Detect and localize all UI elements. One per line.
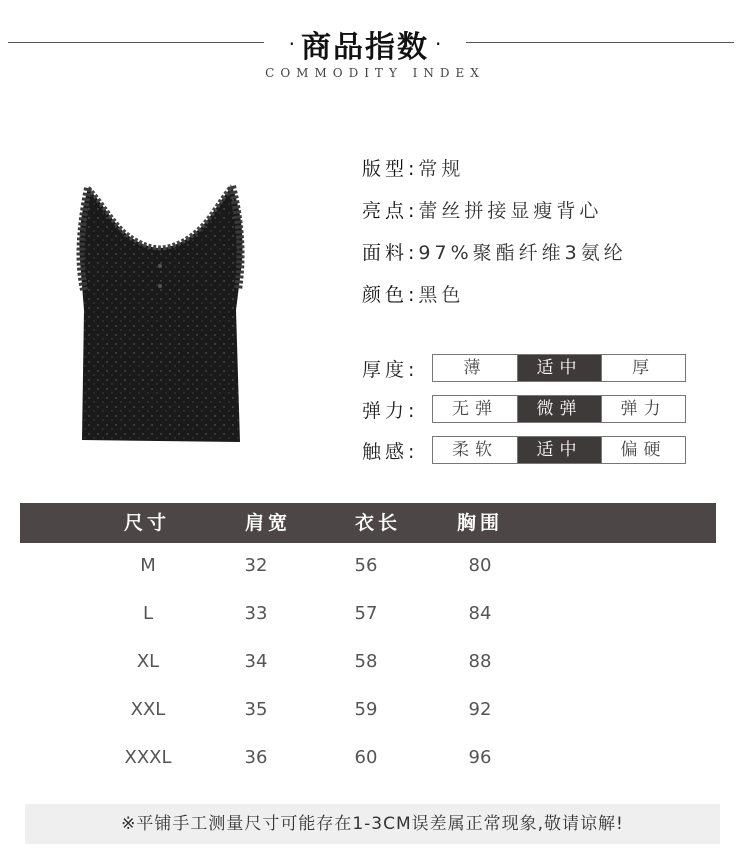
table-row	[20, 591, 716, 639]
scale-options	[432, 436, 686, 464]
spec-row-color	[362, 272, 627, 314]
scale-row-touch	[362, 436, 686, 464]
scale-option: 弹力	[601, 396, 685, 422]
scale-row-thickness	[362, 354, 686, 382]
table-cell: 59	[354, 699, 378, 720]
spec-list	[362, 146, 627, 314]
table-cell: 56	[354, 555, 378, 576]
scale-option-selected: 适中	[517, 437, 601, 463]
table-cell: 84	[468, 603, 492, 624]
spec-label: 面料:	[362, 241, 419, 264]
tank-top-illustration	[60, 170, 260, 450]
scale-option: 薄	[463, 358, 487, 378]
table-cell: 92	[468, 699, 492, 720]
table-cell: 35	[244, 699, 268, 720]
table-cell: 32	[244, 555, 268, 576]
table-row	[20, 687, 716, 735]
spec-row-fabric	[362, 230, 627, 272]
table-cell: 58	[354, 651, 378, 672]
spec-label: 亮点:	[362, 199, 419, 222]
table-cell: 80	[468, 555, 492, 576]
table-cell: 36	[244, 747, 268, 768]
table-row	[20, 639, 716, 687]
spec-row-highlight	[362, 188, 627, 230]
scale-option: 无弹	[452, 399, 498, 419]
title-wrap	[264, 22, 466, 66]
table-cell: XL	[136, 651, 160, 672]
spec-value: 97%聚酯纤维3氨纶	[418, 241, 627, 264]
scale-row-elasticity	[362, 395, 686, 423]
title-dot-left: ·	[288, 32, 295, 56]
table-cell: 96	[468, 747, 492, 768]
spec-row-fit	[362, 146, 627, 188]
header-divider-right	[466, 42, 734, 43]
table-cell: 34	[244, 651, 268, 672]
scale-label: 触感:	[362, 440, 419, 463]
scale-label: 厚度:	[362, 358, 419, 381]
table-cell: 57	[354, 603, 378, 624]
measurement-note: ※平铺手工测量尺寸可能存在1-3CM误差属正常现象,敬请谅解!	[25, 804, 720, 844]
page-subtitle: COMMODITY INDEX	[265, 66, 485, 80]
scale-option-selected: 微弹	[517, 396, 601, 422]
table-cell: 88	[468, 651, 492, 672]
table-row	[20, 543, 716, 591]
scale-options	[432, 395, 686, 423]
scale-option: 厚	[601, 355, 685, 381]
scale-option-selected: 适中	[517, 355, 601, 381]
table-cell: 33	[244, 603, 268, 624]
spec-value: 蕾丝拼接显瘦背心	[418, 199, 603, 222]
header-divider-left	[8, 42, 264, 43]
table-cell: L	[142, 603, 154, 624]
size-table	[20, 503, 716, 783]
header-length: 衣长	[354, 512, 401, 534]
scale-option: 柔软	[452, 440, 498, 460]
table-cell: M	[140, 555, 156, 576]
table-cell: XXXL	[124, 747, 172, 768]
spec-value: 常规	[418, 157, 465, 180]
header-shoulder: 肩宽	[244, 512, 291, 534]
header-size: 尺寸	[123, 512, 170, 534]
title-dot-right: ·	[435, 32, 442, 56]
table-cell: 60	[354, 747, 378, 768]
page-title: 商品指数	[301, 30, 429, 65]
product-image	[60, 170, 260, 450]
scale-label: 弹力:	[362, 399, 419, 422]
scale-options	[432, 354, 686, 382]
scale-option: 偏硬	[601, 437, 685, 463]
size-table-body	[20, 543, 716, 783]
table-cell: XXL	[130, 699, 166, 720]
table-row	[20, 735, 716, 783]
spec-label: 颜色:	[362, 283, 419, 306]
spec-label: 版型:	[362, 157, 419, 180]
header-bust: 胸围	[456, 512, 503, 534]
section-header	[0, 0, 750, 100]
size-table-header	[20, 503, 716, 543]
spec-value: 黑色	[418, 283, 465, 306]
attribute-scales	[362, 354, 686, 477]
